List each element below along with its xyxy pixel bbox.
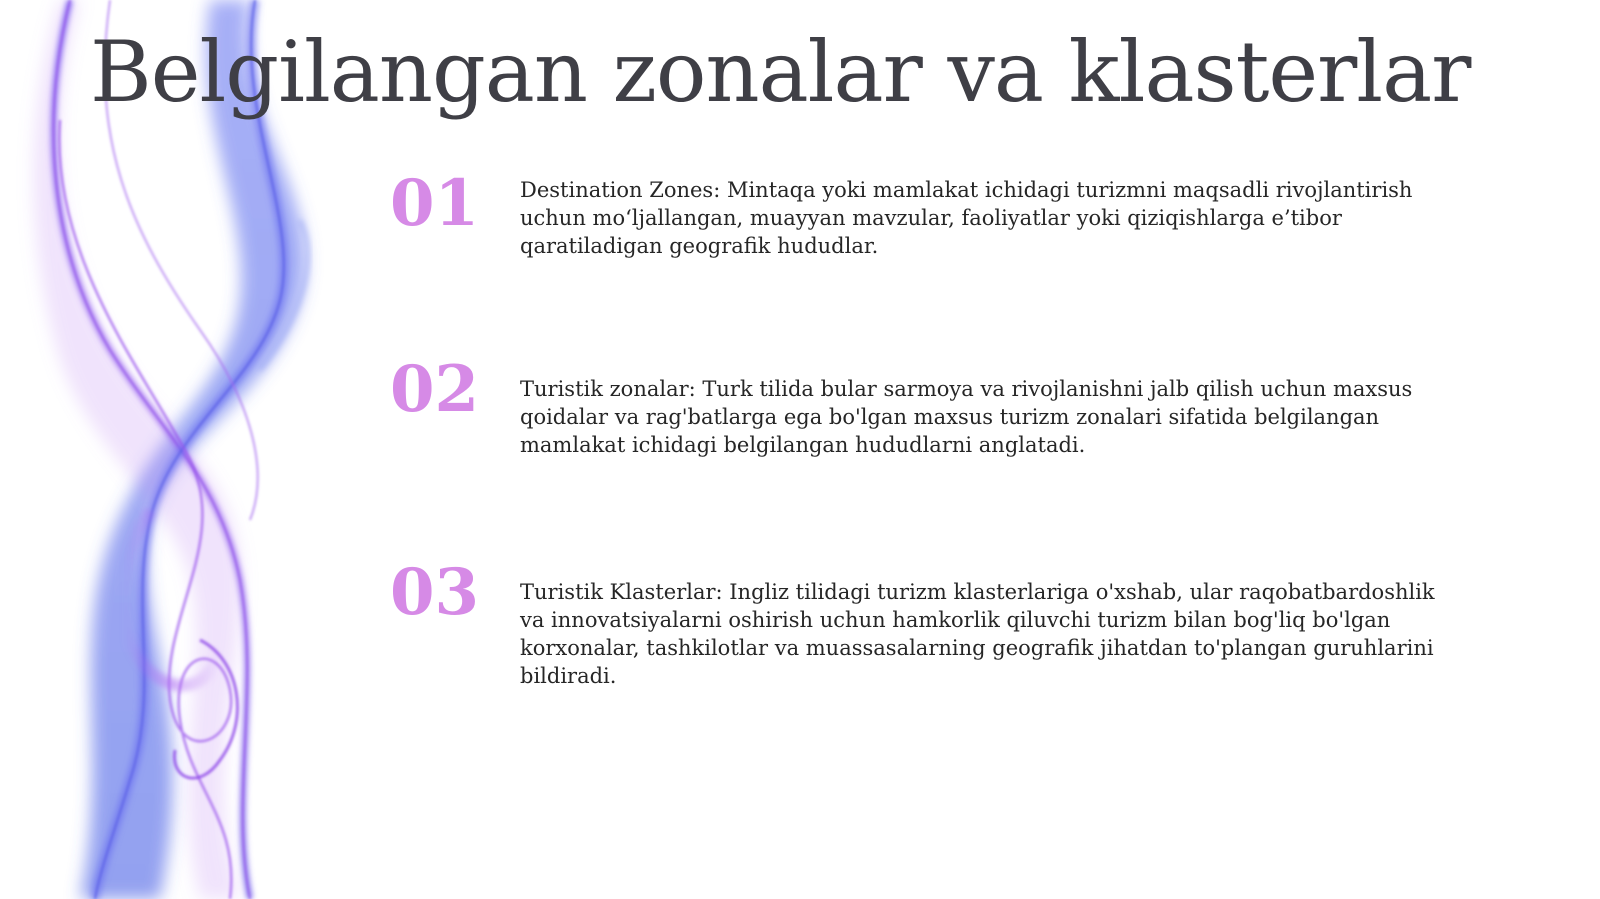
item-text: Turistik zonalar: Turk tilida bular sarmoya va rivojlanishni jalb qilish uchun maxsus qoidalar va rag'batlarga ega bo'lgan maxsus turizm zonalari sifatida belgilangan mamlakat ichidagi belgilangan hududlarni anglatadi. <box>520 377 1413 457</box>
item-text: Destination Zones: Mintaqa yoki mamlakat ichidagi turizmni maqsadli rivojlantirish uchun mo‘ljallangan, muayyan mavzular, faoliyatlar yoki qiziqishlarga e’tibor qaratiladigan geografik hududlar. <box>520 178 1413 258</box>
item-text: Turistik Klasterlar: Ingliz tilidagi turizm klasterlariga o'xshab, ular raqobatbardoshlik va innovatsiyalarni oshirish uchun hamkorlik qiluvchi turizm bilan bog'liq bo'lgan korxonalar, tashkilotlar va muassasalarning geografik jihatdan to'plangan guruhlarini bildiradi. <box>520 580 1435 688</box>
item-number: 03 <box>390 555 480 630</box>
slide-title: Belgilangan zonalar va klasterlar <box>90 23 1471 121</box>
item-number: 01 <box>390 166 480 241</box>
purple-smoke-decoration <box>0 0 420 899</box>
item-number: 02 <box>390 352 480 427</box>
